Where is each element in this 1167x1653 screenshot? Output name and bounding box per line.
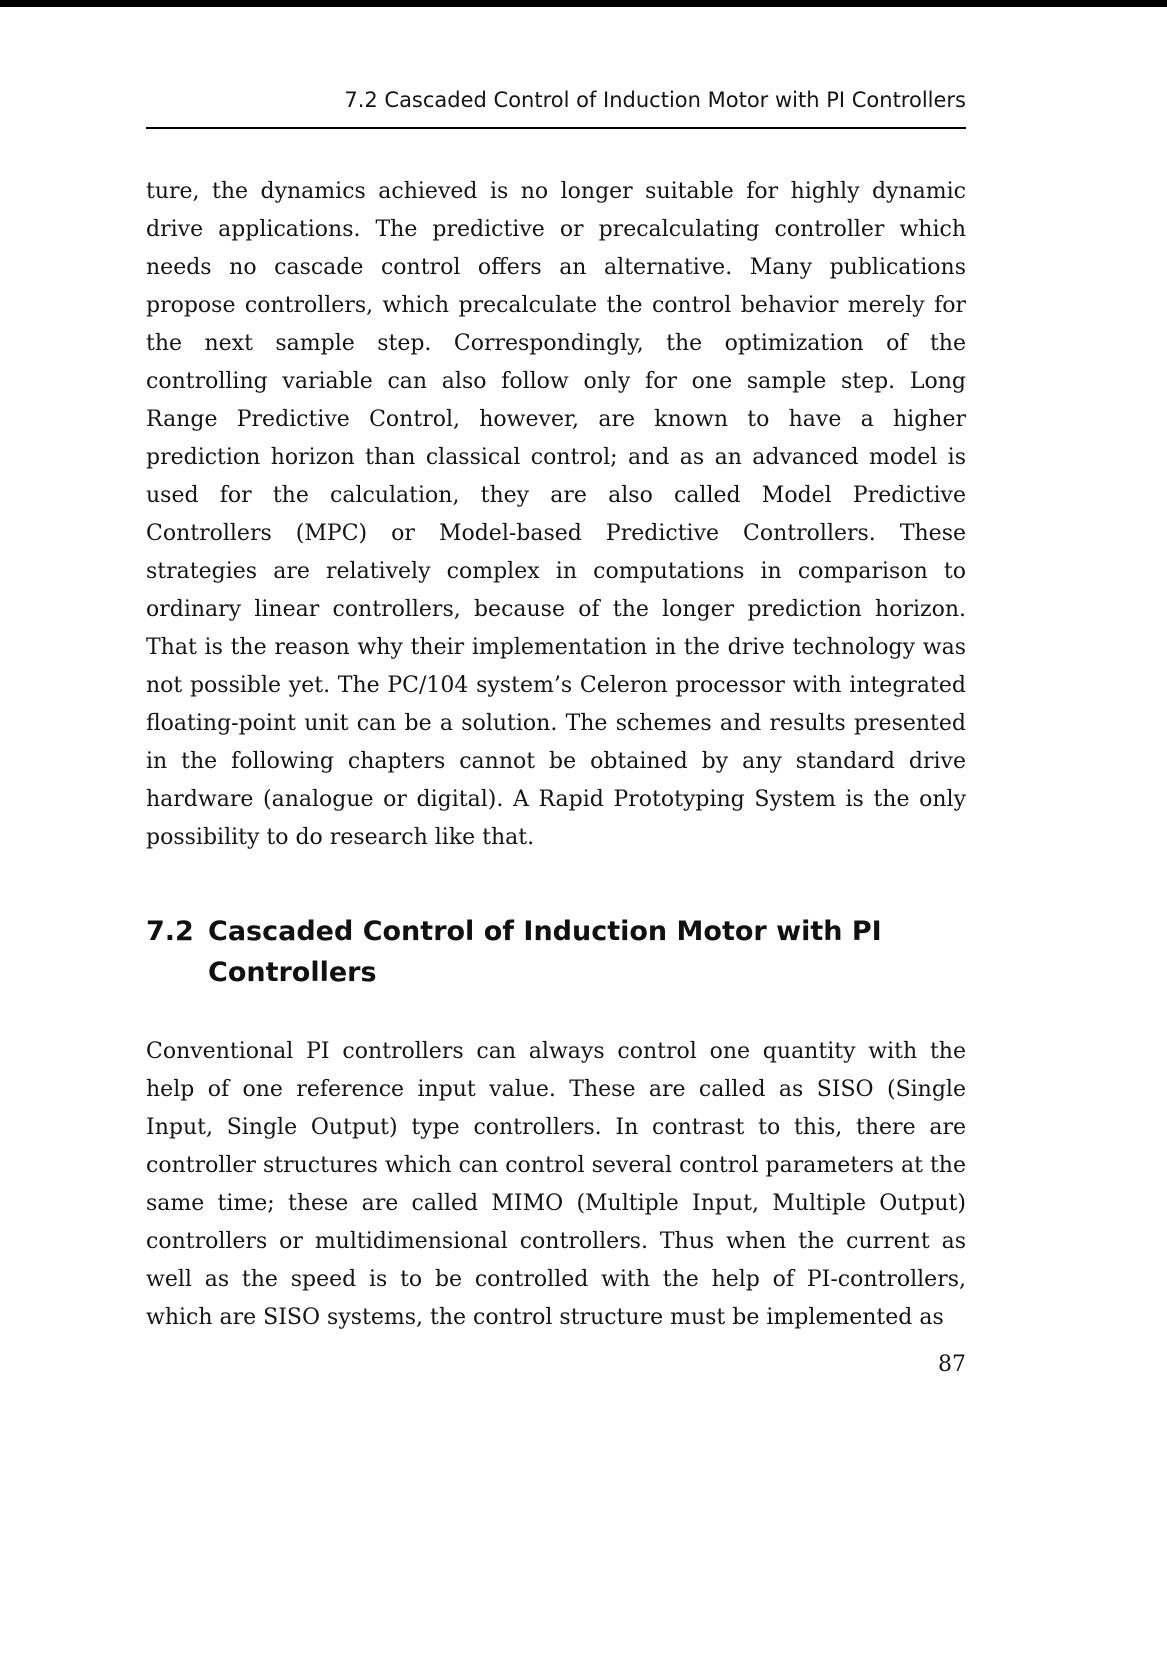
section-heading — [146, 911, 966, 993]
body-paragraph-1: ture, the dynamics achieved is no longer suitable for highly dynamic drive applications. The predictive or precalculating controller which needs no cascade control offers an alternative. Many publications propose controllers, which precalculate the control behavior merely for the next sample step. Correspondingly, the optimization of the controlling variable can also follow only for one sample step. Long Range Predictive Control, however, are known to have a higher prediction horizon than classical control; and as an advanced model is used for the calculation, they are also called Model Predictive Controllers (MPC) or Model-based Predictive Controllers. These strategies are relatively complex in computations in comparison to ordinary linear controllers, because of the longer prediction horizon. That is the reason why their implementation in the drive technology was not possible yet. The PC/104 system’s Celeron processor with integrated floating-point unit can be a solution. The schemes and results presented in the following chapters cannot be obtained by any standard drive hardware (analogue or digital). A Rapid Prototyping System is the only possibility to do research like that. — [146, 179, 966, 850]
page-content — [146, 86, 966, 1359]
running-header: 7.2 Cascaded Control of Induction Motor with PI Controllers — [146, 86, 966, 129]
top-edge-bar — [0, 0, 1167, 7]
section-number: 7.2 — [146, 916, 194, 947]
section-title: Cascaded Control of Induction Motor with PI Controllers — [208, 916, 882, 988]
body-paragraph-2: Conventional PI controllers can always control one quantity with the help of one reference input value. These are called as SISO (Single Input, Single Output) type controllers. In contrast to this, there are controller structures which can control several control parameters at the same time; these are called MIMO (Multiple Input, Multiple Output) controllers or multidimensional controllers. Thus when the current as well as the speed is to be controlled with the help of PI-controllers, which are SISO systems, the control structure must be implemented as — [146, 1039, 966, 1330]
page-number: 87 — [938, 1352, 966, 1377]
